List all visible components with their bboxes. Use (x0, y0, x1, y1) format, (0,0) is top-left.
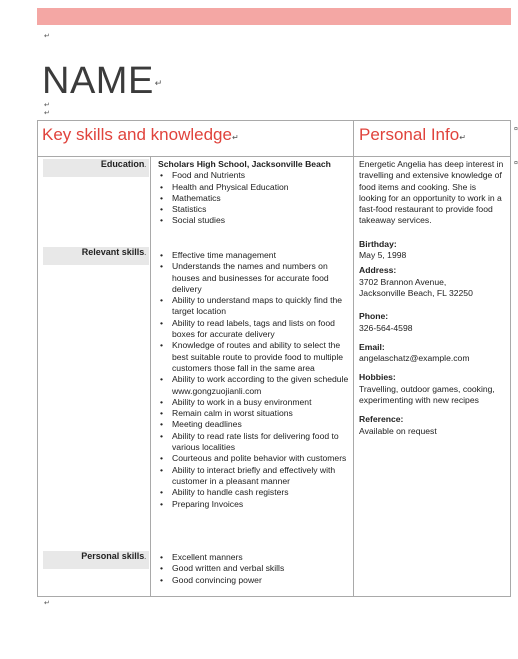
subject-list (155, 170, 351, 226)
paragraph-mark: ↵ (44, 33, 50, 40)
info-heading: Personal Info↵ (359, 125, 466, 144)
paragraph-mark: ↵ (44, 102, 50, 109)
list-item: • Remain calm in worst situations (172, 408, 351, 419)
paragraph-mark: ↵ (44, 110, 50, 117)
list-item: • Social studies (172, 215, 351, 226)
column-divider (353, 121, 354, 596)
phone-value: 326-564-4598 (359, 322, 413, 333)
page-title: NAME↵ (42, 60, 163, 102)
list-item: • Courteous and polite behavior with customers (172, 453, 351, 464)
list-item: • Effective time management (172, 250, 351, 261)
list-item: • Mathematics (172, 193, 351, 204)
summary-text: Energetic Angelia has deep interest in travelling and extensive knowledge of food items and cooking. She is looking for an opportunity to work in a fast-food restaurant to provide food takeaway services. (359, 159, 504, 226)
list-item: • Good written and verbal skills (172, 563, 351, 574)
list-item: • Ability to work according to the given schedule www.gongzuojianli.com (172, 374, 351, 397)
reference-value: Available on request (359, 425, 437, 436)
list-item: • Meeting deadlines (172, 419, 351, 430)
address-line-2: Jacksonville Beach, FL 32250 (359, 287, 473, 298)
birthday-label: Birthday: (359, 238, 397, 249)
personal-skills-list (155, 552, 351, 586)
reference-label: Reference: (359, 414, 404, 425)
relevant-skills-label: Relevant skills. (43, 247, 149, 265)
education-details (155, 159, 351, 227)
personal-skills-label: Personal skills. (43, 551, 149, 569)
list-item: • Knowledge of routes and ability to select the best suitable route to provide food to multiple customers those fall in the same area (172, 340, 351, 374)
personal-info (359, 159, 505, 441)
top-color-bar (37, 8, 511, 25)
resume-table (37, 120, 511, 597)
list-item: • Preparing Invoices (172, 499, 351, 510)
phone-label: Phone: (359, 311, 389, 322)
skills-heading: Key skills and knowledge↵ (42, 125, 239, 144)
list-item: • Ability to read labels, tags and lists on food boxes for accurate delivery (172, 318, 351, 341)
list-item: • Ability to understand maps to quickly find the target location (172, 295, 351, 318)
list-item: • Understands the names and numbers on houses and businesses for accurate food delivery (172, 261, 351, 295)
list-item: • Ability to read rate lists for delivering food to various localities (172, 431, 351, 454)
paragraph-mark: ¤ (514, 160, 518, 167)
hobbies-value: Travelling, outdoor games, cooking, experimenting with new recipes (359, 383, 495, 406)
school-name: Scholars High School, Jacksonville Beach (158, 159, 331, 169)
hobbies-label: Hobbies: (359, 372, 396, 383)
column-divider (150, 156, 151, 596)
list-item: • Ability to work in a busy environment (172, 397, 351, 408)
list-item: • Ability to handle cash registers (172, 487, 351, 498)
relevant-skills-list (155, 250, 351, 510)
header-divider (38, 156, 510, 157)
list-item: • Health and Physical Education (172, 182, 351, 193)
education-label: Education. (43, 159, 149, 177)
email-value: angelaschatz@example.com (359, 353, 470, 364)
list-item: • Ability to interact briefly and effectively with customer in a pleasant manner (172, 465, 351, 488)
address-line-1: 3702 Brannon Avenue, (359, 276, 447, 287)
paragraph-mark: ¤ (514, 126, 518, 133)
list-item: • Statistics (172, 204, 351, 215)
email-label: Email: (359, 341, 385, 352)
list-item: • Food and Nutrients (172, 170, 351, 181)
birthday-value: May 5, 1998 (359, 250, 407, 261)
paragraph-mark: ↵ (44, 600, 50, 607)
list-item: • Excellent manners (172, 552, 351, 563)
list-item: • Good convincing power (172, 575, 351, 586)
address-label: Address: (359, 265, 397, 276)
